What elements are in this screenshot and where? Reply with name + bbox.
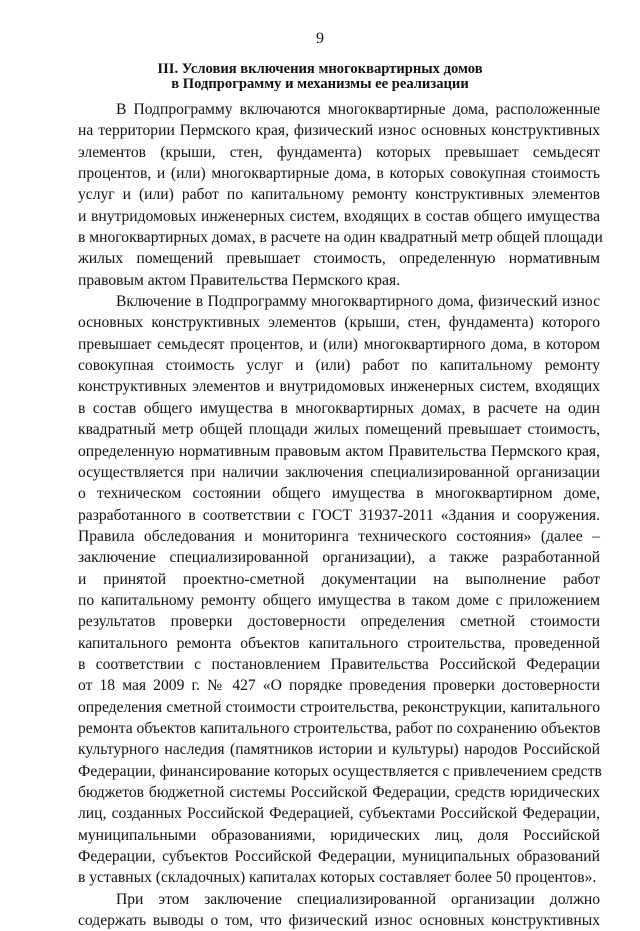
paragraph-line: основных конструктивных элементов (крыши, стен, фундамента) которого	[78, 314, 600, 332]
paragraph-line: жилых помещений превышает стоимость, определенную нормативным	[78, 250, 600, 268]
section-heading	[60, 62, 580, 92]
paragraph-line: в многоквартирных домах, в расчете на один квадратный метр общей площади	[78, 229, 603, 247]
body-text	[78, 99, 603, 931]
paragraph-line: Правила обследования и мониторинга технического состояния» (далее –	[78, 527, 600, 545]
paragraph-line: о техническом состоянии общего имущества в многоквартирном доме,	[78, 485, 600, 503]
paragraph-line: Включение в Подпрограмму многоквартирного дома, физический износ	[116, 293, 600, 311]
paragraph	[78, 291, 600, 889]
paragraph-line: культурного наследия (памятников истории и культуры) народов Российской	[78, 741, 600, 759]
section-heading-line-2: в Подпрограмму и механизмы ее реализации	[171, 76, 469, 92]
paragraph-line: определения сметной стоимости строительства, реконструкции, капитального	[78, 698, 600, 716]
paragraph-line: лиц, созданных Российской Федерацией, субъектами Российской Федерации,	[78, 805, 600, 823]
paragraph-line: бюджетов бюджетной системы Российской Федерации, средств юридических	[78, 784, 600, 801]
section-heading-line-1: III. Условия включения многоквартирных домов	[157, 61, 483, 77]
page-number: 9	[316, 30, 324, 47]
paragraph-line: от 18 мая 2009 г. № 427 «О порядке проведения проверки достоверности	[78, 677, 600, 695]
paragraph-line: в состав общего имущества в многоквартирных домах, в расчете на один	[78, 399, 600, 417]
paragraph-line: конструктивных элементов и внутридомовых инженерных систем, входящих	[78, 378, 600, 396]
paragraph-line: Федерации, субъектов Российской Федерации, муниципальных образований	[78, 848, 600, 866]
paragraph-line: результатов проверки достоверности определения сметной стоимости	[78, 613, 600, 631]
paragraph-line: на территории Пермского края, физический износ основных конструктивных	[78, 122, 600, 140]
paragraph-line: В Подпрограмму включаются многоквартирные дома, расположенные	[116, 101, 600, 118]
paragraph-line: Федерации, финансирование которых осуществляется с привлечением средств	[78, 762, 602, 780]
paragraph-line: по капитальному ремонту общего имущества в таком доме с приложением	[78, 591, 600, 609]
paragraph-line: и принятой проектно-сметной документации на выполнение работ	[78, 570, 600, 588]
paragraph-line: в уставных (складочных) капиталах которых составляет более 50 процентов».	[78, 869, 597, 887]
paragraph-line: заключение специализированной организации), а также разработанной	[78, 549, 600, 567]
paragraph-line: квадратный метр общей площади жилых помещений превышает стоимость,	[78, 421, 600, 439]
paragraph-line: При этом заключение специализированной организации должно	[116, 890, 600, 908]
paragraph-line: процентов, и (или) многоквартирные дома, в которых совокупная стоимость	[78, 165, 600, 183]
paragraph-line: правовым актом Правительства Пермского края.	[78, 271, 401, 289]
paragraph-line: элементов (крыши, стен, фундамента) которых превышает семьдесят	[78, 143, 600, 161]
paragraph	[78, 99, 603, 291]
paragraph-line: осуществляется при наличии заключения специализированной организации	[78, 463, 600, 481]
paragraph-line: муниципальными образованиями, юридических лиц, доля Российской	[78, 826, 600, 844]
paragraph-line: ремонта объектов капитального строительства, работ по сохранению объектов	[78, 719, 601, 737]
paragraph-line: капитального ремонта объектов капитального строительства, проведенной	[78, 634, 600, 652]
paragraph-line: содержать выводы о том, что физический износ основных конструктивных	[78, 912, 600, 930]
paragraph-line: в соответствии с постановлением Правительства Российской Федерации	[78, 655, 600, 673]
paragraph	[78, 889, 600, 931]
paragraph-line: совокупная стоимость услуг и (или) работ по капитальному ремонту	[78, 357, 600, 375]
paragraph-line: превышает семьдесят процентов, и (или) многоквартирного дома, в котором	[78, 335, 600, 353]
paragraph-line: определенную нормативным правовым актом Правительства Пермского края,	[78, 442, 600, 460]
paragraph-line: услуг и (или) работ по капитальному ремонту конструктивных элементов	[78, 186, 600, 204]
paragraph-line: разработанного в соответствии с ГОСТ 31937-2011 «Здания и сооружения.	[78, 506, 600, 524]
paragraph-line: и внутридомовых инженерных систем, входящих в состав общего имущества	[78, 207, 600, 225]
